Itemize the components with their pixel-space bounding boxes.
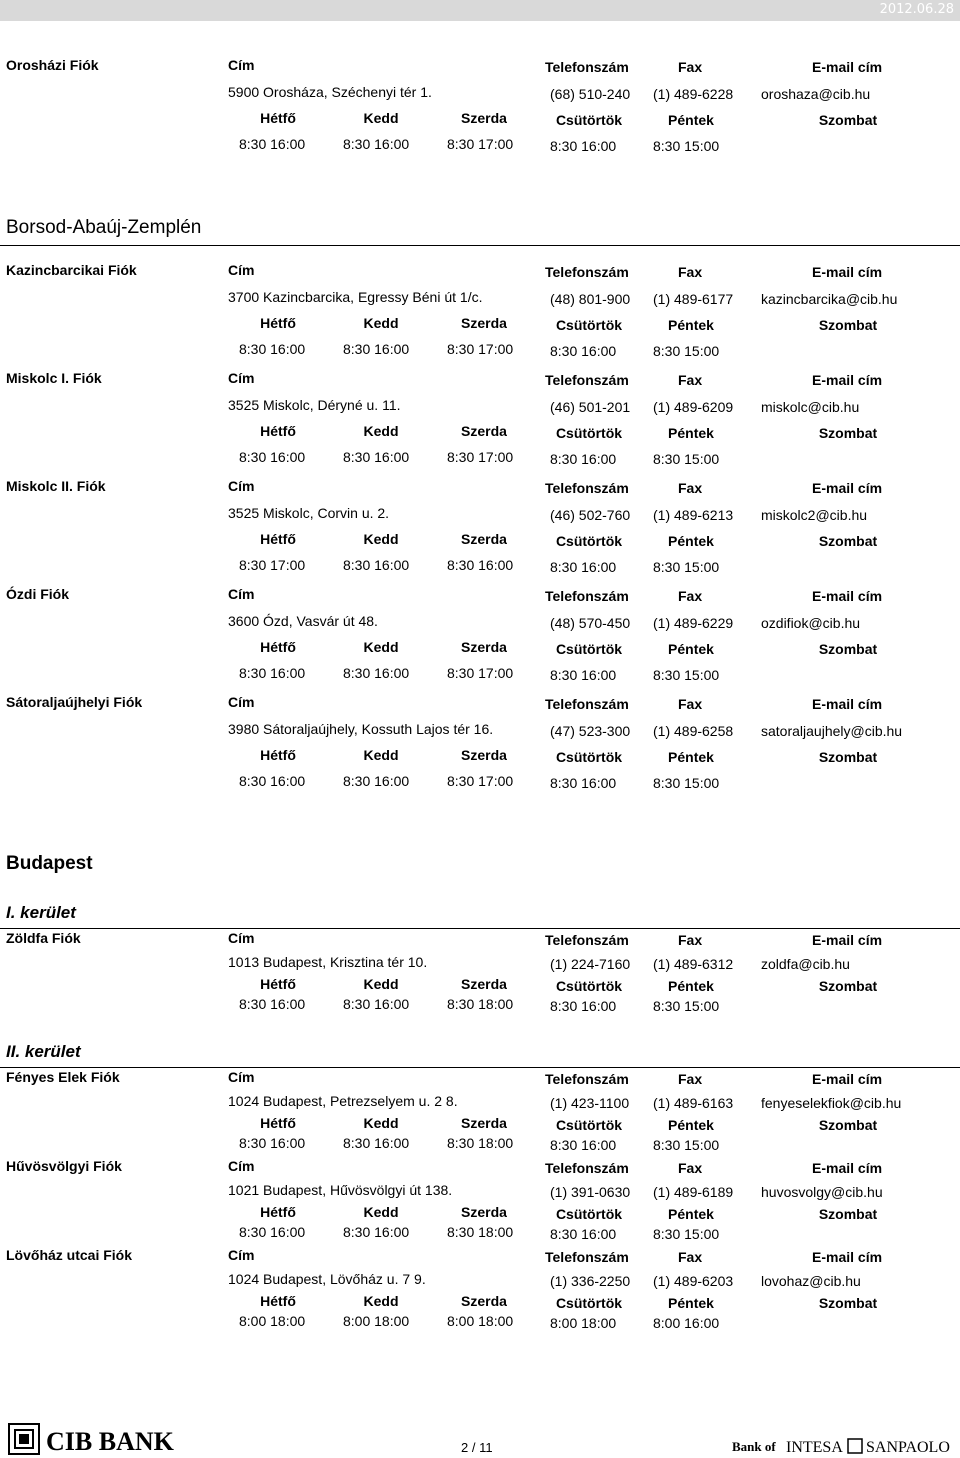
label-mon: Hétfő [260, 976, 296, 992]
branch-phone: (48) 570-450 [550, 615, 631, 631]
hours-mon: 8:30 16:00 [239, 996, 306, 1012]
label-tue: Kedd [363, 315, 399, 331]
label-tue: Kedd [363, 976, 399, 992]
hours-fri: 8:30 15:00 [653, 667, 720, 683]
label-fri: Péntek [668, 425, 714, 441]
hours-wed: 8:30 18:00 [447, 996, 514, 1012]
branch-fax: (1) 489-6203 [653, 1273, 734, 1289]
hours-thu: 8:30 16:00 [550, 343, 617, 359]
label-mon: Hétfő [260, 315, 296, 331]
hours-tue: 8:30 16:00 [343, 341, 410, 357]
label-address: Cím [228, 1069, 255, 1085]
divider [0, 1067, 960, 1068]
hours-mon: 8:30 16:00 [239, 1135, 306, 1151]
label-address: Cím [228, 262, 255, 278]
logo-text: CIB BANK [46, 1427, 174, 1456]
branch-email[interactable]: lovohaz@cib.hu [761, 1273, 861, 1289]
label-phone: Telefonszám [545, 372, 629, 388]
label-tue: Kedd [363, 110, 399, 126]
label-fri: Péntek [668, 1206, 714, 1222]
intesa-sanpaolo-logo [732, 1436, 952, 1456]
branch-address: 1021 Budapest, Hűvösvölgyi út 138. [228, 1182, 453, 1198]
branch-address: 3525 Miskolc, Déryné u. 11. [228, 397, 401, 413]
branch-email[interactable]: oroshaza@cib.hu [761, 86, 871, 102]
label-mon: Hétfő [260, 639, 296, 655]
hours-wed: 8:30 17:00 [447, 773, 514, 789]
district-title-1: I. kerület [6, 903, 76, 922]
hours-mon: 8:30 16:00 [239, 773, 306, 789]
branch-email[interactable]: satoraljaujhely@cib.hu [761, 723, 903, 739]
hours-wed: 8:30 18:00 [447, 1135, 514, 1151]
hours-tue: 8:30 16:00 [343, 136, 410, 152]
label-sat: Szombat [818, 978, 878, 994]
hours-wed: 8:30 17:00 [447, 136, 514, 152]
branch-fax: (1) 489-6228 [653, 86, 734, 102]
branch-name: Kazincbarcikai Fiók [6, 262, 137, 278]
label-thu: Csütörtök [555, 1117, 623, 1133]
branch-name: Miskolc I. Fiók [6, 370, 102, 386]
label-address: Cím [228, 478, 255, 494]
branch-address: 3525 Miskolc, Corvin u. 2. [228, 505, 390, 521]
branch-email[interactable]: ozdifiok@cib.hu [761, 615, 861, 631]
hours-wed: 8:00 18:00 [447, 1313, 514, 1329]
label-fri: Péntek [668, 641, 714, 657]
label-fri: Péntek [668, 112, 714, 128]
label-address: Cím [228, 57, 255, 73]
label-email[interactable]: E-mail cím [812, 372, 883, 388]
label-thu: Csütörtök [555, 1206, 623, 1222]
label-tue: Kedd [363, 747, 399, 763]
label-address: Cím [228, 930, 255, 946]
label-tue: Kedd [363, 423, 399, 439]
label-mon: Hétfő [260, 110, 296, 126]
label-wed: Szerda [461, 423, 507, 439]
label-fax: Fax [678, 1160, 703, 1176]
branch-address: 3700 Kazincbarcika, Egressy Béni út 1/c. [228, 289, 483, 305]
date-bar [0, 0, 960, 21]
label-thu: Csütörtök [555, 112, 623, 128]
district-title-2: II. kerület [6, 1042, 81, 1061]
branch-phone: (47) 523-300 [550, 723, 631, 739]
branch-address: 3980 Sátoraljaújhely, Kossuth Lajos tér 16. [228, 721, 494, 737]
hours-thu: 8:30 16:00 [550, 138, 617, 154]
label-email[interactable]: E-mail cím [812, 59, 883, 75]
hours-thu: 8:00 18:00 [550, 1315, 617, 1331]
label-mon: Hétfő [260, 531, 296, 547]
hours-mon: 8:30 16:00 [239, 136, 306, 152]
divider [0, 245, 960, 246]
hours-thu: 8:30 16:00 [550, 559, 617, 575]
label-thu: Csütörtök [555, 978, 623, 994]
hours-tue: 8:30 16:00 [343, 773, 410, 789]
branch-phone: (1) 423-1100 [550, 1095, 630, 1111]
label-thu: Csütörtök [555, 533, 623, 549]
hours-tue: 8:30 16:00 [343, 665, 410, 681]
branch-fax: (1) 489-6189 [653, 1184, 734, 1200]
branch-phone: (48) 801-900 [550, 291, 631, 307]
label-thu: Csütörtök [555, 1295, 623, 1311]
hours-tue: 8:30 16:00 [343, 1224, 410, 1240]
branch-phone: (68) 510-240 [550, 86, 631, 102]
hours-wed: 8:30 17:00 [447, 665, 514, 681]
svg-text:SANPAOLO: SANPAOLO [866, 1439, 950, 1456]
label-phone: Telefonszám [545, 932, 629, 948]
hours-wed: 8:30 18:00 [447, 1224, 514, 1240]
label-fax: Fax [678, 588, 703, 604]
label-fax: Fax [678, 696, 703, 712]
branch-fax: (1) 489-6163 [653, 1095, 734, 1111]
label-fri: Péntek [668, 749, 714, 765]
label-phone: Telefonszám [545, 59, 629, 75]
label-sat: Szombat [818, 533, 878, 549]
label-address: Cím [228, 370, 255, 386]
label-sat: Szombat [818, 749, 878, 765]
label-email[interactable]: E-mail cím [812, 480, 883, 496]
hours-mon: 8:30 16:00 [239, 341, 306, 357]
branch-phone: (46) 501-201 [550, 399, 631, 415]
hours-tue: 8:30 16:00 [343, 996, 410, 1012]
label-fax: Fax [678, 59, 703, 75]
branch-phone: (46) 502-760 [550, 507, 631, 523]
branch-phone: (1) 224-7160 [550, 956, 631, 972]
branch-email[interactable]: fenyeselekfiok@cib.hu [761, 1095, 902, 1111]
hours-wed: 8:30 17:00 [447, 449, 514, 465]
hours-mon: 8:30 16:00 [239, 1224, 306, 1240]
label-fri: Péntek [668, 1117, 714, 1133]
branch-name: Orosházi Fiók [6, 57, 99, 73]
label-tue: Kedd [363, 1293, 399, 1309]
branch-email[interactable]: miskolc2@cib.hu [761, 507, 868, 523]
label-mon: Hétfő [260, 747, 296, 763]
branch-name: Lövőház utcai Fiók [6, 1247, 133, 1263]
label-fax: Fax [678, 372, 703, 388]
branch-name: Miskolc II. Fiók [6, 478, 106, 494]
label-thu: Csütörtök [555, 425, 623, 441]
hours-tue: 8:00 18:00 [343, 1313, 410, 1329]
label-wed: Szerda [461, 1204, 507, 1220]
label-wed: Szerda [461, 1293, 507, 1309]
label-phone: Telefonszám [545, 696, 629, 712]
cib-bank-logo [8, 1422, 188, 1456]
hours-fri: 8:30 15:00 [653, 998, 720, 1014]
label-phone: Telefonszám [545, 480, 629, 496]
branch-phone: (1) 391-0630 [550, 1184, 631, 1200]
branch-address: 1013 Budapest, Krisztina tér 10. [228, 954, 428, 970]
label-thu: Csütörtök [555, 749, 623, 765]
hours-wed: 8:30 17:00 [447, 341, 514, 357]
branch-name: Fényes Elek Fiók [6, 1069, 120, 1085]
label-wed: Szerda [461, 531, 507, 547]
label-email[interactable]: E-mail cím [812, 264, 883, 280]
label-sat: Szombat [818, 112, 878, 128]
label-tue: Kedd [363, 639, 399, 655]
branch-name: Hűvösvölgyi Fiók [6, 1158, 122, 1174]
label-mon: Hétfő [260, 1293, 296, 1309]
hours-fri: 8:30 15:00 [653, 138, 720, 154]
hours-tue: 8:30 16:00 [343, 1135, 410, 1151]
label-sat: Szombat [818, 1295, 878, 1311]
hours-mon: 8:30 16:00 [239, 665, 306, 681]
hours-tue: 8:30 16:00 [343, 449, 410, 465]
label-fax: Fax [678, 932, 703, 948]
hours-fri: 8:00 16:00 [653, 1315, 720, 1331]
hours-thu: 8:30 16:00 [550, 998, 617, 1014]
label-sat: Szombat [818, 425, 878, 441]
hours-tue: 8:30 16:00 [343, 557, 410, 573]
label-wed: Szerda [461, 639, 507, 655]
branch-email[interactable]: huvosvolgy@cib.hu [761, 1184, 883, 1200]
hours-mon: 8:30 16:00 [239, 449, 306, 465]
svg-text:INTESA: INTESA [786, 1439, 843, 1456]
label-tue: Kedd [363, 531, 399, 547]
hours-wed: 8:30 16:00 [447, 557, 514, 573]
branch-email[interactable]: kazincbarcika@cib.hu [761, 291, 898, 307]
label-address: Cím [228, 1158, 255, 1174]
label-thu: Csütörtök [555, 317, 623, 333]
branch-email[interactable]: zoldfa@cib.hu [761, 956, 850, 972]
label-address: Cím [228, 586, 255, 602]
label-phone: Telefonszám [545, 1160, 629, 1176]
label-wed: Szerda [461, 747, 507, 763]
label-fri: Péntek [668, 533, 714, 549]
label-email[interactable]: E-mail cím [812, 696, 883, 712]
branch-name: Ózdi Fiók [6, 586, 69, 602]
hours-fri: 8:30 15:00 [653, 775, 720, 791]
branch-address: 3600 Ózd, Vasvár út 48. [228, 613, 378, 629]
hours-thu: 8:30 16:00 [550, 1226, 617, 1242]
label-wed: Szerda [461, 315, 507, 331]
hours-mon: 8:00 18:00 [239, 1313, 306, 1329]
branch-address: 1024 Budapest, Lövőház u. 7 9. [228, 1271, 426, 1287]
region-title-budapest: Budapest [6, 853, 93, 874]
branch-fax: (1) 489-6209 [653, 399, 734, 415]
label-tue: Kedd [363, 1204, 399, 1220]
label-sat: Szombat [818, 1117, 878, 1133]
label-email[interactable]: E-mail cím [812, 932, 883, 948]
branch-address: 5900 Orosháza, Széchenyi tér 1. [228, 84, 432, 100]
label-email[interactable]: E-mail cím [812, 1071, 883, 1087]
hours-fri: 8:30 15:00 [653, 559, 720, 575]
branch-address: 1024 Budapest, Petrezselyem u. 2 8. [228, 1093, 458, 1109]
label-fri: Péntek [668, 1295, 714, 1311]
branch-fax: (1) 489-6229 [653, 615, 734, 631]
label-wed: Szerda [461, 1115, 507, 1131]
label-wed: Szerda [461, 110, 507, 126]
branch-email[interactable]: miskolc@cib.hu [761, 399, 860, 415]
branch-fax: (1) 489-6258 [653, 723, 734, 739]
hours-thu: 8:30 16:00 [550, 451, 617, 467]
label-email[interactable]: E-mail cím [812, 1160, 883, 1176]
label-fri: Péntek [668, 317, 714, 333]
hours-fri: 8:30 15:00 [653, 1226, 720, 1242]
hours-fri: 8:30 15:00 [653, 1137, 720, 1153]
label-phone: Telefonszám [545, 264, 629, 280]
hours-fri: 8:30 15:00 [653, 451, 720, 467]
label-fri: Péntek [668, 978, 714, 994]
divider [0, 928, 960, 929]
branch-fax: (1) 489-6312 [653, 956, 734, 972]
region-title-borsod: Borsod-Abaúj-Zemplén [6, 217, 202, 238]
hours-fri: 8:30 15:00 [653, 343, 720, 359]
branch-name: Sátoraljaújhelyi Fiók [6, 694, 143, 710]
branch-fax: (1) 489-6177 [653, 291, 734, 307]
label-mon: Hétfő [260, 423, 296, 439]
label-thu: Csütörtök [555, 641, 623, 657]
label-email[interactable]: E-mail cím [812, 1249, 883, 1265]
label-mon: Hétfő [260, 1115, 296, 1131]
hours-thu: 8:30 16:00 [550, 775, 617, 791]
label-address: Cím [228, 694, 255, 710]
label-wed: Szerda [461, 976, 507, 992]
label-mon: Hétfő [260, 1204, 296, 1220]
label-fax: Fax [678, 264, 703, 280]
print-date: 2012.06.28 [879, 2, 954, 17]
label-sat: Szombat [818, 317, 878, 333]
branch-fax: (1) 489-6213 [653, 507, 734, 523]
page-number: 2 / 11 [461, 1440, 493, 1455]
label-fax: Fax [678, 1249, 703, 1265]
branch-name: Zöldfa Fiók [6, 930, 81, 946]
label-address: Cím [228, 1247, 255, 1263]
label-fax: Fax [678, 480, 703, 496]
hours-mon: 8:30 17:00 [239, 557, 306, 573]
label-sat: Szombat [818, 641, 878, 657]
label-phone: Telefonszám [545, 1071, 629, 1087]
hours-thu: 8:30 16:00 [550, 1137, 617, 1153]
label-sat: Szombat [818, 1206, 878, 1222]
label-phone: Telefonszám [545, 588, 629, 604]
branch-phone: (1) 336-2250 [550, 1273, 631, 1289]
label-email[interactable]: E-mail cím [812, 588, 883, 604]
label-fax: Fax [678, 1071, 703, 1087]
hours-thu: 8:30 16:00 [550, 667, 617, 683]
label-phone: Telefonszám [545, 1249, 629, 1265]
svg-text:Bank of: Bank of [732, 1439, 776, 1454]
label-tue: Kedd [363, 1115, 399, 1131]
